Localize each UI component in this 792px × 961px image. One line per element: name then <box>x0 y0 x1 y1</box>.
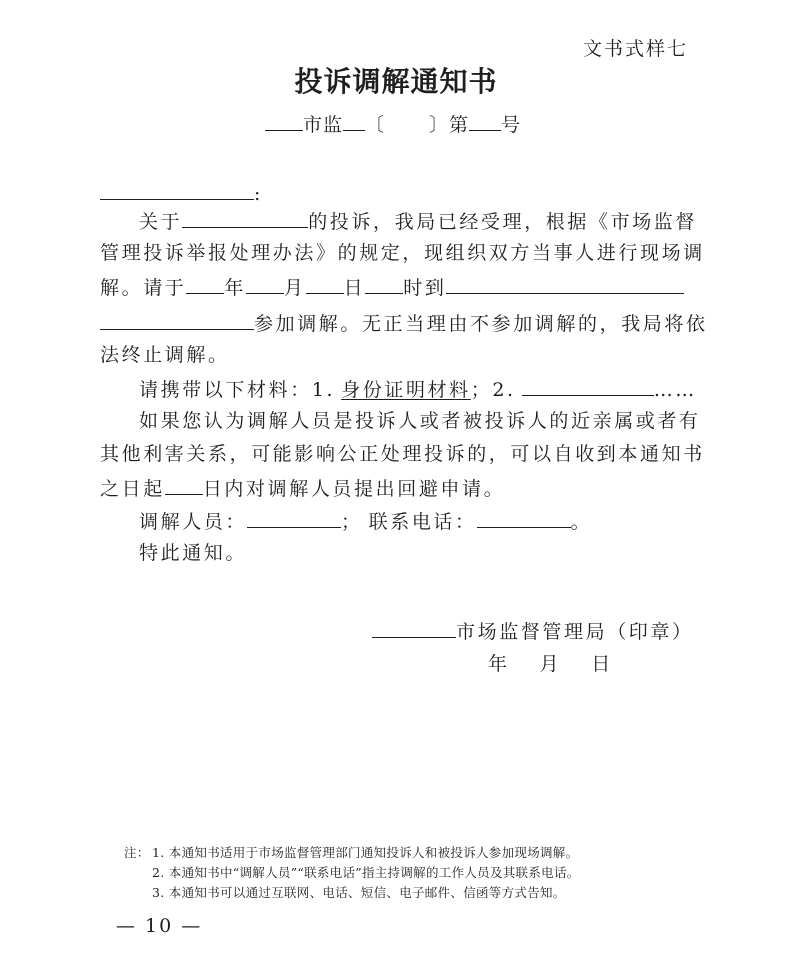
note-item-2: 2. 本通知书中“调解人员”“联系电话”指主持调解的工作人员及其联系电话。 <box>152 865 580 880</box>
document-number <box>265 110 521 137</box>
p3-text-b: 日内对调解人员提出回避申请。 <box>202 478 506 500</box>
doc-serial-blank <box>469 111 501 131</box>
body-line-7: 如果您认为调解人员是投诉人或者被投诉人的近亲属或者有 <box>139 410 701 432</box>
signature-org-line <box>372 618 694 644</box>
days-blank <box>165 475 203 495</box>
body-line-3 <box>100 274 684 300</box>
addressee-colon: : <box>254 183 264 205</box>
material-item-2-blank <box>522 376 654 396</box>
docno-text-4: 号 <box>501 114 522 136</box>
document-type-label: 文书式样七 <box>582 38 688 60</box>
signature-org: 市场监督管理局（印章） <box>456 621 694 643</box>
docno-text-2: 〔 <box>365 114 386 136</box>
venue-blank-continued <box>100 310 254 330</box>
signature-day: 日 <box>591 653 613 675</box>
date-day-label: 日 <box>343 277 366 299</box>
material-item-1: 身份证明材料 <box>341 379 471 401</box>
complaint-subject-blank <box>182 208 308 228</box>
body-line-8: 其他利害关系，可能影响公正处理投诉的，可以自收到本通知书 <box>100 443 705 465</box>
signature-date <box>488 652 613 676</box>
materials-ellipsis: …… <box>653 379 697 401</box>
body-line-2: 管理投诉举报处理办法》的规定，现组织双方当事人进行现场调 <box>100 242 705 264</box>
p1-text-b: 的投诉，我局已经受理，根据《市场监督 <box>308 211 698 233</box>
note-item-1: 1. 本通知书适用于市场监督管理部门通知投诉人和被投诉人参加现场调解。 <box>152 845 579 860</box>
p1-text-d: 参加调解。无正当理由不参加调解的，我局将依 <box>254 313 708 335</box>
signature-year: 年 <box>488 653 510 675</box>
doc-prefix-blank <box>265 111 303 131</box>
closing-line: 特此通知。 <box>139 542 248 564</box>
note-item-3: 3. 本通知书可以通过互联网、电话、短信、电子邮件、信函等方式告知。 <box>152 885 566 900</box>
docno-text-1: 市监 <box>303 114 344 136</box>
page-number: — 10 — <box>116 915 203 937</box>
contact-end: 。 <box>570 511 593 533</box>
p1-text-a: 关于 <box>139 211 183 233</box>
materials-sep: ；2. <box>470 379 516 401</box>
contact-sep: ； <box>341 511 363 533</box>
docno-text-3: 〕第 <box>429 114 470 136</box>
body-line-9 <box>100 475 505 501</box>
date-year-label: 年 <box>224 277 247 299</box>
venue-blank <box>446 274 684 294</box>
p1-text-c: 解。请于 <box>100 277 187 299</box>
phone-label: 联系电话： <box>368 511 477 533</box>
p3-text-a: 之日起 <box>100 478 165 500</box>
date-day-blank <box>306 274 344 294</box>
bureau-name-blank <box>372 618 456 638</box>
date-year-blank <box>186 274 224 294</box>
time-hour-blank <box>365 274 403 294</box>
addressee-line <box>100 180 263 206</box>
body-line-5: 法终止调解。 <box>100 344 230 366</box>
doc-region-blank <box>343 111 365 131</box>
phone-blank <box>477 508 571 528</box>
page-title: 投诉调解通知书 <box>294 65 498 98</box>
addressee-blank <box>100 180 254 200</box>
contact-line <box>139 508 592 534</box>
body-line-1 <box>139 208 697 234</box>
date-month-blank <box>246 274 284 294</box>
body-line-4 <box>100 310 708 336</box>
mediator-label: 调解人员： <box>139 511 248 533</box>
notes-prefix: 注： <box>124 845 150 860</box>
materials-line <box>139 376 697 402</box>
signature-month: 月 <box>539 653 562 675</box>
time-label: 时到 <box>403 277 447 299</box>
date-month-label: 月 <box>284 277 306 299</box>
mediator-blank <box>247 508 341 528</box>
materials-label: 请携带以下材料：1. <box>139 379 336 401</box>
